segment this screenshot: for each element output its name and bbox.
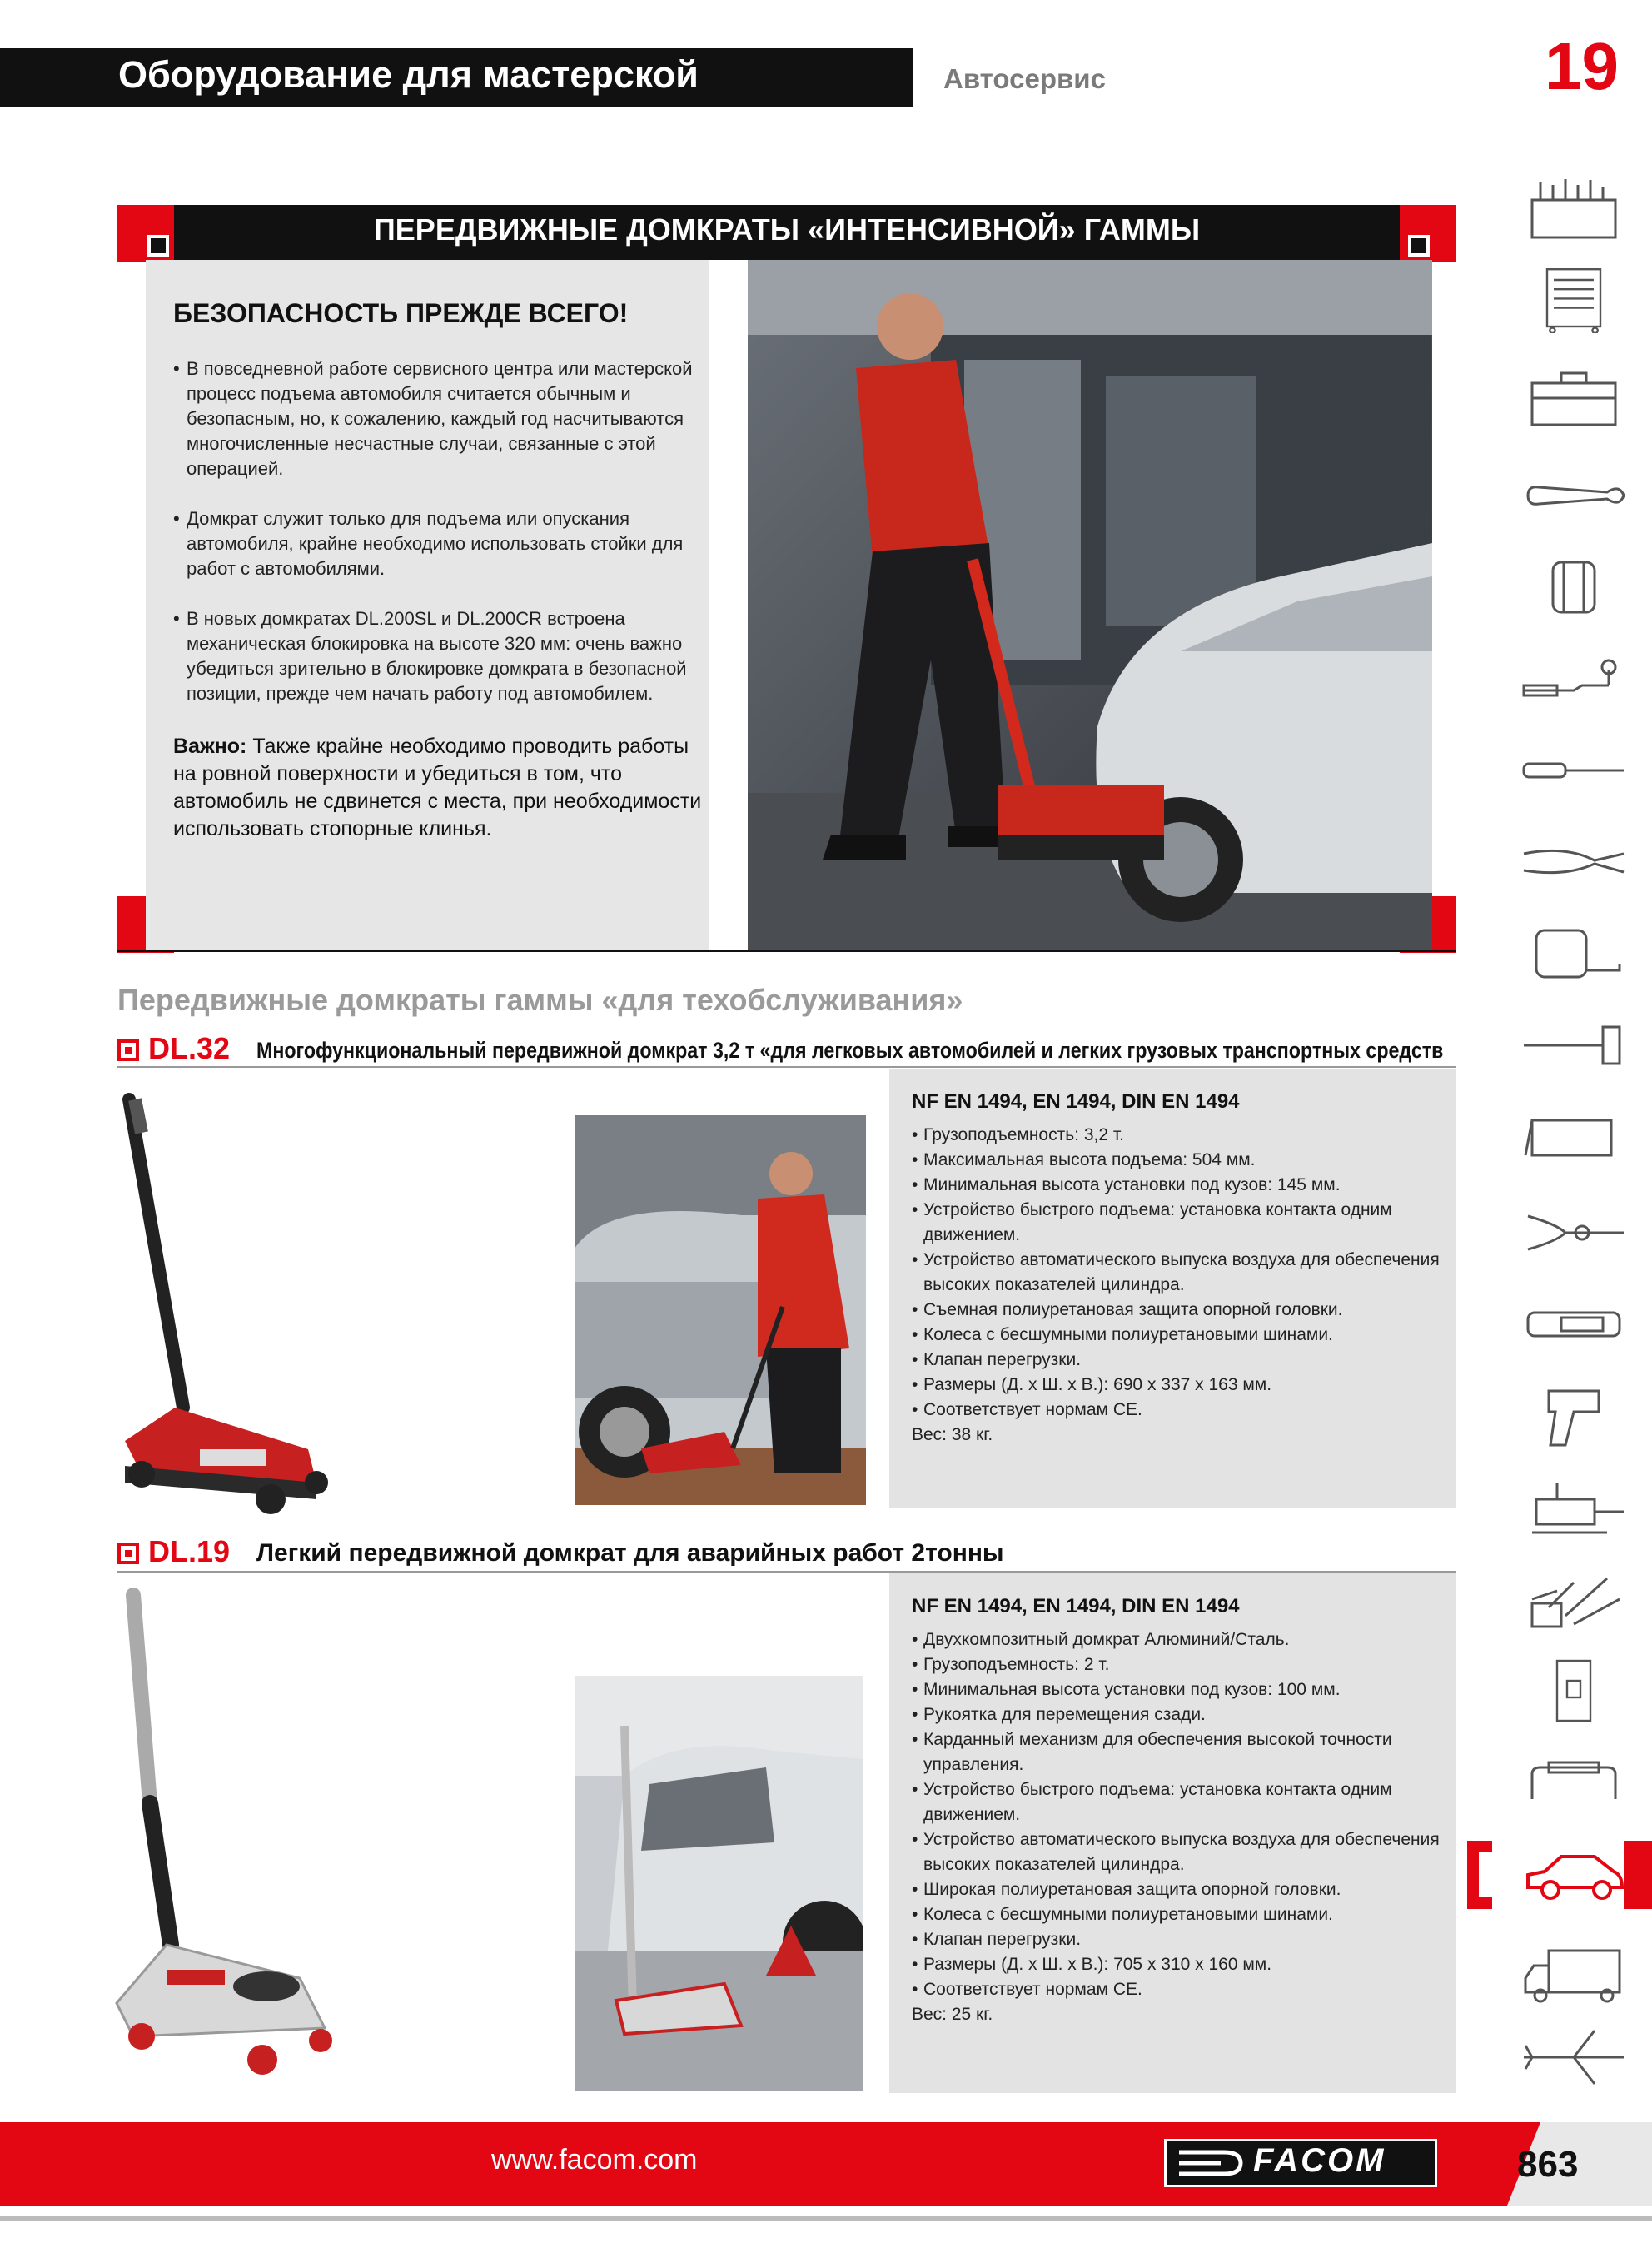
dl19-standards: NF EN 1494, EN 1494, DIN EN 1494 bbox=[912, 1595, 1240, 1617]
spec-item: • Колеса с бесшумными полиуретановыми шинами. bbox=[912, 1323, 1445, 1348]
dl19-spec-list bbox=[912, 1627, 1445, 2027]
important-text: Также крайне необходимо проводить работы на ровной поверхности и убедиться в том, что автомобиль не сдвинется с места, при необходимости использовать стопорные клинья. bbox=[173, 735, 702, 840]
jack-dl32-image bbox=[108, 1083, 350, 1516]
tape-measure-icon[interactable] bbox=[1515, 920, 1632, 987]
spec-item: • Размеры (Д. х Ш. х В.): 690 x 337 x 163 мм. bbox=[912, 1373, 1445, 1398]
socket-icon[interactable] bbox=[1515, 554, 1632, 621]
maintenance-title: Передвижные домкраты гаммы «для техобслуживания» bbox=[117, 983, 963, 1017]
spec-item: • Минимальная высота установки под кузов: 100 мм. bbox=[912, 1677, 1445, 1702]
ratchet-icon[interactable] bbox=[1515, 654, 1632, 720]
safety-bullet: • В повседневной работе сервисного центра или мастерской процесс подъема автомобиля считается обычным и безопасным, но, к сожалению, каждый год насчитываются многочисленные несчастные случаи, связанные с этой операцией. bbox=[173, 356, 698, 481]
impact-wrench-icon[interactable] bbox=[1515, 1383, 1632, 1449]
truck-icon[interactable] bbox=[1515, 1941, 1632, 2007]
spec-item: • Максимальная высота подъема: 504 мм. bbox=[912, 1148, 1445, 1173]
footer-stripe bbox=[0, 2216, 1652, 2221]
tester-icon[interactable] bbox=[1515, 1291, 1632, 1358]
wrench-icon[interactable] bbox=[1515, 462, 1632, 529]
section-title: ПЕРЕДВИЖНЫЕ ДОМКРАТЫ «ИНТЕНСИВНОЙ» ГАММЫ bbox=[373, 212, 1201, 247]
mechanic-lifting-car-photo bbox=[748, 260, 1432, 950]
jack-dl19-image bbox=[108, 1587, 350, 2086]
spec-item: • Съемная полиуретановая защита опорной головки. bbox=[912, 1298, 1445, 1323]
product-code: DL.19 bbox=[148, 1534, 231, 1568]
spec-item: • Карданный механизм для обеспечения высокой точности управления. bbox=[912, 1727, 1445, 1777]
tool-set-icon[interactable] bbox=[1515, 175, 1632, 242]
hammer-icon[interactable] bbox=[1515, 1012, 1632, 1079]
corner-marker bbox=[117, 205, 174, 262]
hacksaw-icon[interactable] bbox=[1515, 1104, 1632, 1170]
product-title: Многофункциональный передвижной домкрат 3,2 т «для легковых автомобилей и легких грузовых транспортных средств bbox=[256, 1038, 1444, 1063]
product-marker-icon bbox=[117, 1039, 139, 1061]
safety-heading: БЕЗОПАСНОСТЬ ПРЕЖДЕ ВСЕГО! bbox=[173, 298, 629, 328]
spec-item: • Устройство быстрого подъема: установка контакта одним движением. bbox=[912, 1777, 1445, 1827]
screwdriver-icon[interactable] bbox=[1515, 737, 1632, 804]
website-link[interactable]: www.facom.com bbox=[491, 2144, 698, 2176]
important-note bbox=[173, 733, 706, 843]
spec-item: • Грузоподъемность: 3,2 т. bbox=[912, 1123, 1445, 1148]
product-title: Легкий передвижной домкрат для аварийных работ 2тонны bbox=[256, 1539, 1004, 1567]
vise-icon[interactable] bbox=[1515, 1474, 1632, 1541]
car-icon[interactable] bbox=[1515, 1842, 1632, 1908]
corner-marker bbox=[1400, 205, 1456, 262]
product-divider bbox=[117, 1571, 1456, 1573]
spec-item: • Рукоятка для перемещения сзади. bbox=[912, 1702, 1445, 1727]
chapter-number: 19 bbox=[1545, 29, 1619, 103]
spec-item: • Устройство автоматического выпуска воздуха для обеспечения высоких показателей цилиндра. bbox=[912, 1827, 1445, 1877]
spec-weight: Вес: 25 кг. bbox=[912, 2005, 993, 2024]
safety-icon[interactable] bbox=[1515, 1566, 1632, 1632]
spec-item: • Устройство автоматического выпуска воздуха для обеспечения высоких показателей цилиндра. bbox=[912, 1248, 1445, 1298]
safety-bullets bbox=[173, 356, 698, 731]
safety-bullet: • В новых домкратах DL.200SL и DL.200CR встроена механическая блокировка на высоте 320 мм: очень важно убедиться зрительно в блокировке домкрата в безопасной позиции, прежде чем начать работу под автомобилем. bbox=[173, 606, 698, 706]
pliers-icon[interactable] bbox=[1515, 829, 1632, 895]
jack-dl19-in-use-photo bbox=[575, 1676, 863, 2091]
electrical-icon[interactable] bbox=[1515, 1657, 1632, 1724]
page-number: 863 bbox=[1517, 2144, 1579, 2185]
facom-brand: FACOM bbox=[1253, 2142, 1386, 2179]
section-divider bbox=[117, 950, 1456, 952]
spec-item: • Клапан перегрузки. bbox=[912, 1348, 1445, 1373]
spec-item: • Грузоподъемность: 2 т. bbox=[912, 1652, 1445, 1677]
tool-box-icon[interactable] bbox=[1515, 366, 1632, 433]
product-divider bbox=[117, 1066, 1456, 1068]
page-subtitle: Автосервис bbox=[943, 63, 1106, 94]
tool-cabinet-icon[interactable] bbox=[1515, 267, 1632, 333]
dl32-standards: NF EN 1494, EN 1494, DIN EN 1494 bbox=[912, 1090, 1240, 1113]
handle-icon[interactable] bbox=[1515, 1749, 1632, 1816]
spec-item: • Соответствует нормам СЕ. bbox=[912, 1398, 1445, 1423]
spec-item: • Клапан перегрузки. bbox=[912, 1927, 1445, 1952]
spec-item: • Устройство быстрого подъема: установка контакта одним движением. bbox=[912, 1198, 1445, 1248]
spec-item: • Колеса с бесшумными полиуретановыми шинами. bbox=[912, 1902, 1445, 1927]
spec-item: • Соответствует нормам СЕ. bbox=[912, 1977, 1445, 2002]
spec-item: • Двухкомпозитный домкрат Алюминий/Сталь. bbox=[912, 1627, 1445, 1652]
product-marker-icon bbox=[117, 1543, 139, 1564]
spec-item: • Широкая полиуретановая защита опорной головки. bbox=[912, 1877, 1445, 1902]
spec-item: • Минимальная высота установки под кузов: 145 мм. bbox=[912, 1173, 1445, 1198]
puller-icon[interactable] bbox=[1515, 1199, 1632, 1266]
safety-bullet: • Домкрат служит только для подъема или опускания автомобиля, крайне необходимо использовать стойки для работ с автомобилями. bbox=[173, 506, 698, 581]
product-code: DL.32 bbox=[148, 1031, 231, 1065]
jack-dl32-in-use-photo bbox=[575, 1115, 866, 1505]
dl32-spec-list bbox=[912, 1123, 1445, 1448]
page-title: Оборудование для мастерской bbox=[118, 53, 699, 96]
facom-logo-emblem-icon bbox=[1174, 2147, 1246, 2179]
airplane-icon[interactable] bbox=[1515, 2024, 1632, 2091]
spec-item: • Размеры (Д. х Ш. х В.): 705 x 310 x 160 мм. bbox=[912, 1952, 1445, 1977]
spec-weight: Вес: 38 кг. bbox=[912, 1425, 993, 1444]
important-label: Важно: bbox=[173, 735, 247, 758]
